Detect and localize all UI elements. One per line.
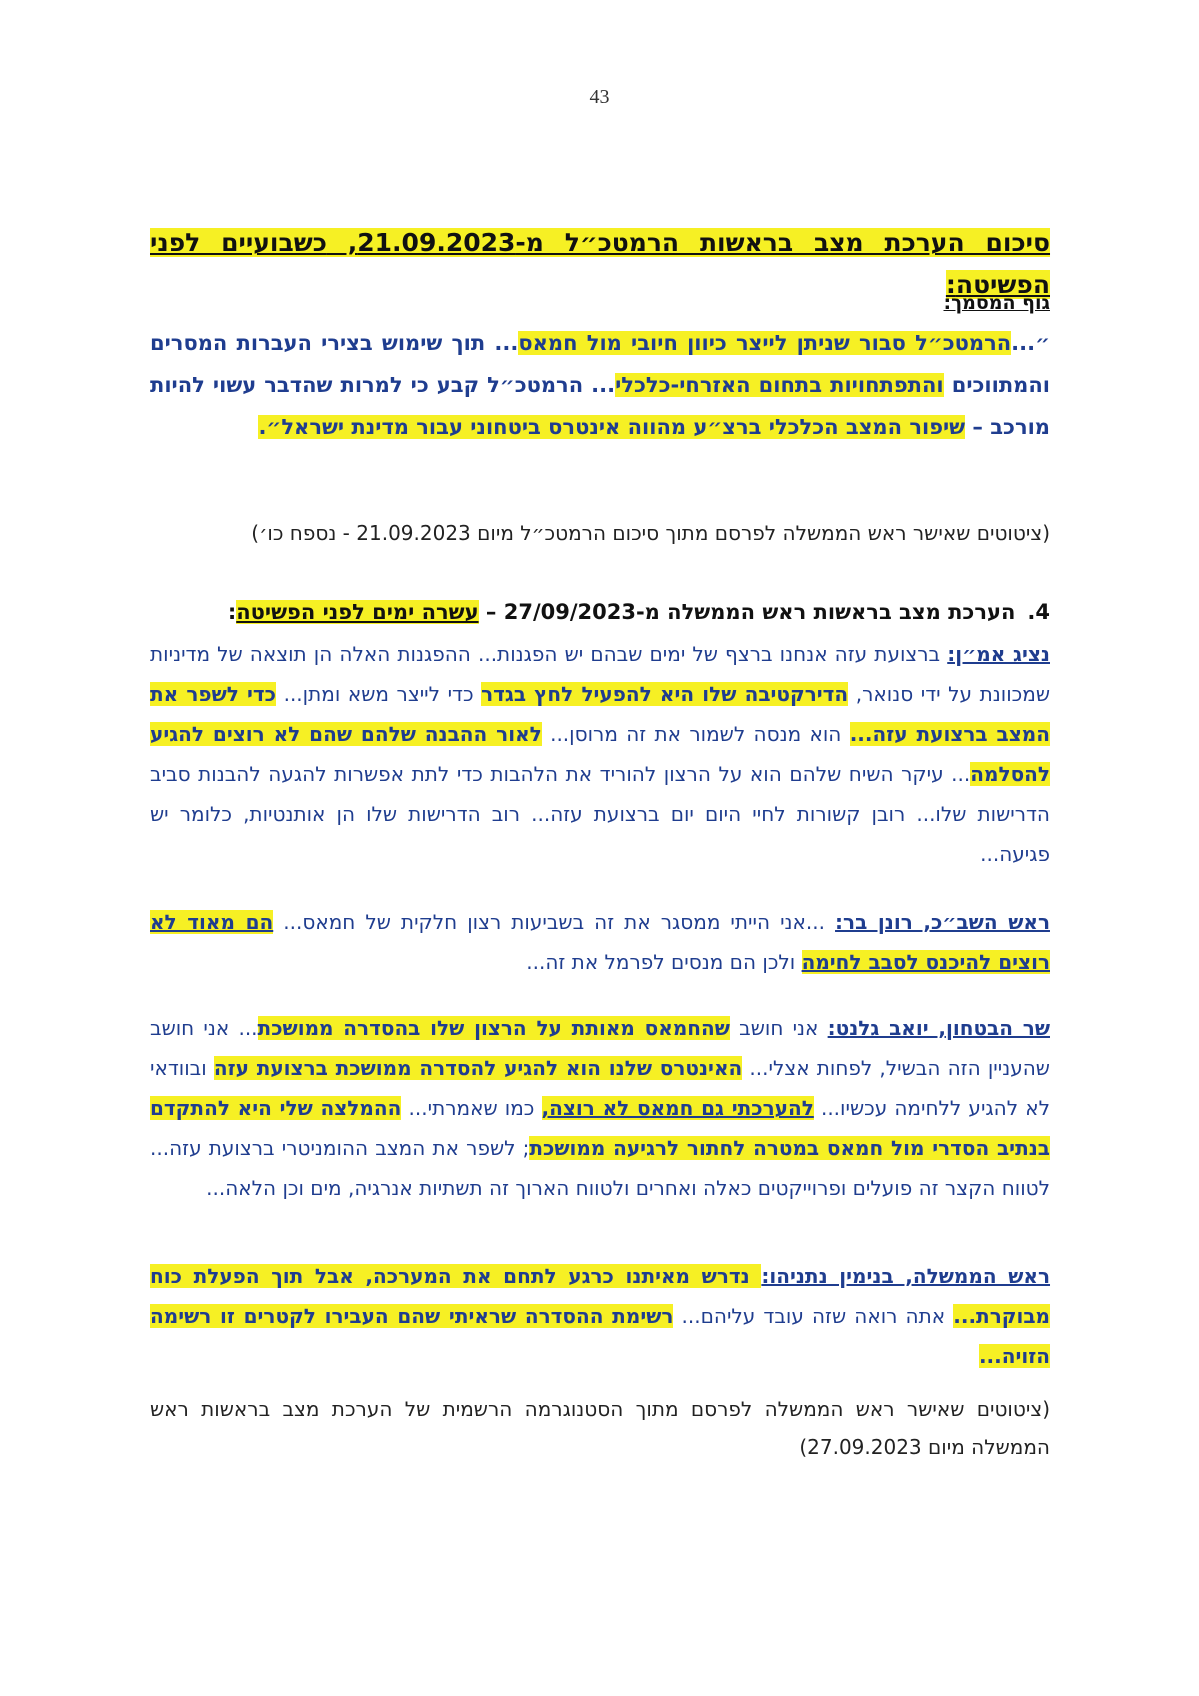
section-colon: : <box>227 600 237 624</box>
paragraph-text: הוא מנסה לשמור את זה מרוסן... <box>541 722 850 746</box>
doc-body-label: גוף המסמך: <box>943 292 1050 314</box>
heading-part2: כשבועיים לפני הפשיטה <box>150 228 1050 299</box>
quote-text-1: ... תוך שימוש בצירי העברות המסרים והמתווכים <box>150 331 1050 397</box>
speaker-label: שר הבטחון, יואב גלנט: <box>827 1016 1050 1040</box>
highlight-text: נדרש מאיתנו כרגע לתחם את המערכה, אבל תוך הפעלת כוח מבוקרת... <box>150 1264 1051 1328</box>
section-4-heading <box>150 592 1050 632</box>
highlight-text: כדי לשפר את המצב ברצועת עזה... <box>150 682 1050 746</box>
defense-minister-paragraph <box>150 1008 1050 1208</box>
highlight-text: הדירקטיבה שלו היא להפעיל לחץ בגדר <box>481 682 849 706</box>
paragraph-text: ... אני חושב שהעניין הזה הבשיל, לפחות אצלי... <box>150 1016 1050 1080</box>
quote-highlight-3: שיפור המצב הכלכלי ברצ״ע מהווה אינטרס ביטחוני עבור מדינת ישראל״. <box>258 415 966 439</box>
highlight-text: שהחמאס מאותת על הרצון שלו בהסדרה ממושכת <box>257 1016 730 1040</box>
shin-bet-paragraph <box>150 902 1050 982</box>
highlight-text: לאור ההבנה שלהם שהם לא רוצים להגיע להסלמה <box>150 722 1050 786</box>
paragraph-text: ברצועת עזה אנחנו ברצף של ימים שבהם יש הפגנות... ההפגנות האלה הן תוצאה של מדיניות שמכוונת על ידי סנואר, <box>150 642 1051 706</box>
paragraph-text: ובוודאי לא להגיע ללחימה עכשיו... <box>150 1056 1050 1120</box>
paragraph-text: אתה רואה שזה עובד עליהם... <box>673 1304 954 1328</box>
paragraph-text: ...אני הייתי ממסגר את זה בשביעות רצון חלקית של חמאס... <box>273 910 836 934</box>
highlight-text: רשימת ההסדרה שראיתי שהם העבירו לקטרים זו רשימה הזויה... <box>150 1304 1050 1368</box>
paragraph-text: ... עיקר השיח שלהם הוא על הרצון להוריד את הלהבות כדי לתת אפשרות להגעה להבנות סביב הדרישות שלו... רובן קשורות לחיי היום יום ברצועת עזה... רוב הדרישות שלו הן אותנטיות, כלומר יש פגיעה... <box>150 762 1050 866</box>
section-title: הערכת מצב בראשות ראש הממשלה מ-27/09/2023 – <box>478 600 1016 624</box>
highlight-text: הם מאוד לא רוצים להיכנס לסבב לחימה <box>150 910 1050 974</box>
quote-highlight-1: הרמטכ״ל סבור שניתן לייצר כיוון חיובי מול חמאס <box>518 331 1012 355</box>
highlight-text: ההמלצה שלי היא להתקדם בנתיב הסדרי מול חמאס במטרה לחתור לרגיעה ממושכת <box>150 1096 1050 1160</box>
speaker-label: ראש השב״כ, רונן בר: <box>835 910 1050 934</box>
intel-rep-paragraph <box>150 634 1050 874</box>
chief-of-staff-quote <box>150 322 1050 448</box>
section-title-highlight: עשרה ימים לפני הפשיטה <box>236 600 479 624</box>
heading-part1: סיכום הערכת מצב בראשות הרמטכ״ל מ-21.09.2023, <box>326 228 1051 257</box>
highlight-text: להערכתי גם חמאס לא רוצה, <box>541 1096 814 1120</box>
paragraph-text: ולכן הם מנסים לפרמל את זה... <box>526 950 802 974</box>
quote-highlight-2: והתפתחויות בתחום האזרחי-כלכלי <box>615 373 944 397</box>
source-note-2: (ציטוטים שאישר ראש הממשלה לפרסם מתוך הסטנוגרמה הרשמית של הערכת מצב בראשות ראש הממשלה מיום 27.09.2023) <box>150 1397 1050 1459</box>
paragraph-text: אני חושב <box>729 1016 828 1040</box>
paragraph-text: כדי לייצר משא ומתן... <box>276 682 482 706</box>
section-number: 4. <box>1027 600 1050 624</box>
speaker-label: נציג אמ״ן: <box>947 642 1050 666</box>
paragraph-text: כמו שאמרתי... <box>401 1096 542 1120</box>
quote-open: ״... <box>1011 331 1050 355</box>
prime-minister-paragraph <box>150 1256 1050 1376</box>
heading-colon: : <box>945 270 956 299</box>
speaker-label: ראש הממשלה, בנימין נתניהו: <box>761 1264 1051 1288</box>
source-note-1: (ציטוטים שאישר ראש הממשלה לפרסם מתוך סיכום הרמטכ״ל מיום 21.09.2023 - נספח כו׳) <box>251 521 1050 545</box>
highlight-text: האינטרס שלנו הוא להגיע להסדרה ממושכת ברצועת עזה <box>213 1056 743 1080</box>
paragraph-text: ; לשפר את המצב ההומניטרי ברצועת עזה... לטווח הקצר זה פועלים ופרוייקטים כאלה ואחרים ולטווח הארוך זה תשתיות אנרגיה, מים וכן הלאה... <box>150 1136 1050 1200</box>
quote-text-2: ... הרמטכ״ל קבע כי למרות שהדבר עשוי להיות מורכב – <box>150 373 1050 439</box>
page-number: 43 <box>589 86 610 108</box>
